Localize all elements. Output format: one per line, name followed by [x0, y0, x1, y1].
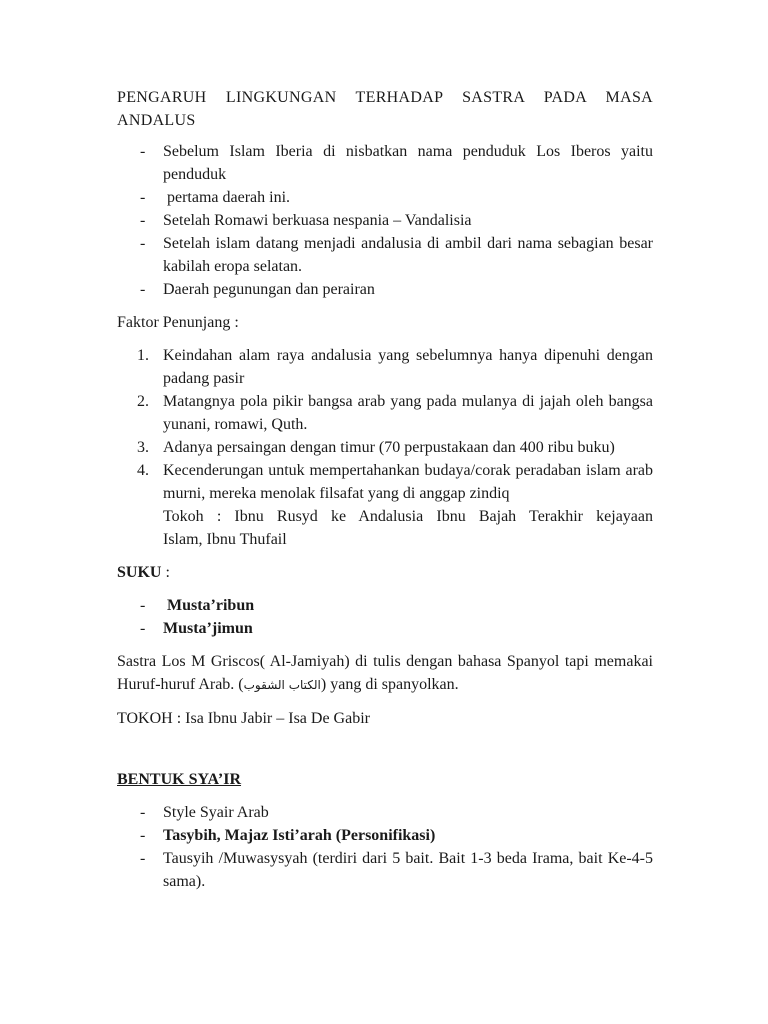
list-item: [117, 617, 653, 640]
sastra-text-1: Sastra Los M Griscos( Al-Jamiyah) di tulis dengan bahasa Spanyol tapi memakai Huruf-huruf Arab. (: [117, 653, 653, 693]
list-item: [117, 344, 653, 390]
list-item: [117, 459, 653, 505]
list-item-text: Sebelum Islam Iberia di nisbatkan nama penduduk Los Iberos yaitu penduduk: [163, 143, 653, 183]
list-item-text: Adanya persaingan dengan timur (70 perpustakaan dan 400 ribu buku): [163, 439, 615, 456]
dash-bullet: -: [140, 281, 146, 298]
tokoh-text-2: Islam, Ibnu Thufail: [163, 531, 287, 548]
dash-bullet: -: [140, 212, 146, 229]
list-item-text: Setelah Romawi berkuasa nespania – Vandalisia: [163, 212, 472, 229]
title-line2: ANDALUS: [117, 112, 196, 129]
list-item-text: Keindahan alam raya andalusia yang sebelumnya hanya dipenuhi dengan padang pasir: [163, 347, 653, 387]
list-number: 1.: [137, 347, 149, 364]
bentuk-list: [117, 801, 653, 893]
list-item: [117, 436, 653, 459]
faktor-heading: Faktor Penunjang :: [117, 314, 239, 331]
sastra-text-2: ) yang di spanyolkan.: [320, 676, 459, 693]
list-item: [117, 390, 653, 436]
list-item-text: Style Syair Arab: [163, 804, 269, 821]
list-item: [117, 801, 653, 824]
arabic-text: الكتاب الشقوب: [243, 678, 321, 692]
dash-bullet: -: [140, 850, 146, 867]
document-page: [117, 86, 653, 893]
list-item: [117, 847, 653, 893]
list-number: 2.: [137, 393, 149, 410]
list-item: [117, 140, 653, 186]
list-item-text: Kecenderungan untuk mempertahankan budaya/corak peradaban islam arab murni, mereka menolak filsafat yang di anggap zindiq: [163, 462, 653, 502]
list-item: [117, 232, 653, 278]
list-number: 3.: [137, 439, 149, 456]
list-item-text: Daerah pegunungan dan perairan: [163, 281, 375, 298]
tokoh-line: [117, 505, 653, 528]
dash-bullet: -: [140, 804, 146, 821]
dash-bullet: -: [140, 597, 146, 614]
suku-list: [117, 594, 653, 640]
suku-colon: :: [161, 564, 170, 581]
suku-heading: [117, 561, 653, 584]
suku-label: SUKU: [117, 564, 162, 581]
dash-bullet: -: [140, 235, 146, 252]
tokoh-text-1: Tokoh : Ibnu Rusyd ke Andalusia Ibnu Bajah Terakhir kejayaan: [163, 508, 653, 525]
list-item: [117, 278, 653, 301]
tokoh-line: [117, 528, 653, 551]
dash-bullet: -: [140, 143, 146, 160]
dash-bullet: -: [140, 827, 146, 844]
list-item-text: Setelah islam datang menjadi andalusia di ambil dari nama sebagian besar kabilah eropa selatan.: [163, 235, 653, 275]
title-line1: PENGARUH LINGKUNGAN TERHADAP SASTRA PADA MASA: [117, 89, 653, 106]
list-item: [117, 209, 653, 232]
list-number: 4.: [137, 462, 149, 479]
dash-bullet: -: [140, 620, 146, 637]
dash-bullet: -: [140, 189, 146, 206]
list-item: [117, 824, 653, 847]
list-item: [117, 594, 653, 617]
faktor-list: [117, 344, 653, 551]
list-item: [117, 186, 653, 209]
intro-list: [117, 140, 653, 301]
list-item-text: Tausyih /Muwasysyah (terdiri dari 5 bait. Bait 1-3 beda Irama, bait Ke-4-5 sama).: [163, 850, 653, 890]
list-item-text: Musta’ribun: [163, 597, 255, 614]
list-item-text: Tasybih, Majaz Isti’arah (Personifikasi): [163, 827, 436, 844]
sastra-paragraph: [117, 650, 653, 697]
list-item-text: Musta’jimun: [163, 620, 253, 637]
list-item-text: Matangnya pola pikir bangsa arab yang pada mulanya di jajah oleh bangsa yunani, romawi, Quth.: [163, 393, 653, 433]
tokoh-isa: TOKOH : Isa Ibnu Jabir – Isa De Gabir: [117, 710, 370, 727]
bentuk-heading: BENTUK SYA’IR: [117, 771, 242, 788]
list-item-text: pertama daerah ini.: [163, 189, 291, 206]
